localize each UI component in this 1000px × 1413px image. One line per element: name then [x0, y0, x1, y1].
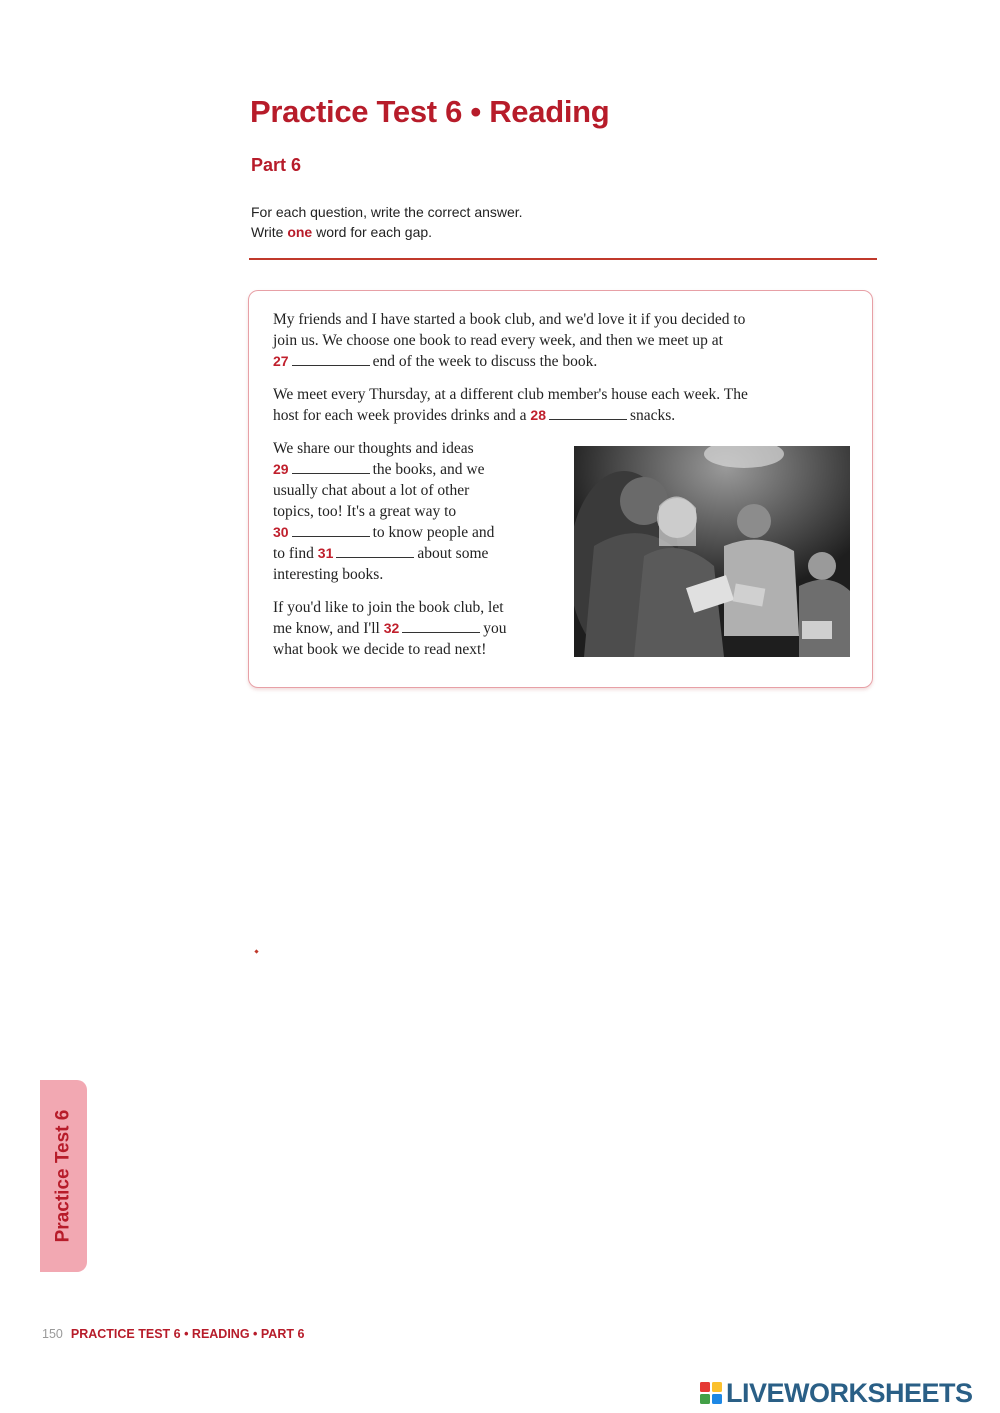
liveworksheets-icon	[700, 1382, 722, 1404]
gap-number: 32	[383, 620, 400, 636]
passage-line	[273, 459, 494, 480]
side-tab-text: Practice Test 6	[52, 1109, 74, 1243]
passage-text: end of the week to discuss the book.	[372, 353, 598, 370]
paragraph-2	[273, 384, 748, 426]
passage-line	[273, 618, 507, 639]
passage-text: me know, and I'll	[273, 620, 380, 637]
passage-line: topics, too! It's a great way to	[273, 503, 457, 520]
passage-line	[273, 351, 745, 372]
passage-line: what book we decide to read next!	[273, 641, 487, 658]
passage-text: you	[483, 620, 507, 637]
footer-title: PRACTICE TEST 6 • READING • PART 6	[70, 1327, 305, 1341]
passage-line	[273, 522, 494, 543]
gap-30-blank[interactable]	[292, 524, 370, 537]
passage-line	[273, 405, 748, 426]
gap-29-blank[interactable]	[292, 461, 370, 474]
passage-line: join us. We choose one book to read every week, and then we meet up at	[273, 332, 723, 349]
passage-line: We meet every Thursday, at a different club member's house each week. The	[273, 386, 748, 403]
page-footer	[42, 1327, 304, 1341]
gap-27-blank[interactable]	[292, 353, 370, 366]
passage-line: If you'd like to join the book club, let	[273, 599, 504, 616]
page-title: Practice Test 6 • Reading	[250, 94, 610, 129]
gap-31-blank[interactable]	[336, 545, 414, 558]
gap-number: 30	[273, 524, 289, 540]
instruction-highlight: one	[287, 224, 313, 240]
gap-number: 28	[530, 407, 546, 423]
gap-number: 31	[317, 545, 334, 561]
instruction-text: word for each gap.	[312, 224, 433, 240]
page-number: 150	[42, 1327, 63, 1341]
instruction-line-2	[251, 222, 523, 242]
passage-text: the books, and we	[372, 461, 485, 478]
passage-text: snacks.	[629, 407, 676, 424]
liveworksheets-logo	[700, 1376, 973, 1410]
divider	[249, 258, 877, 260]
instruction-line-1: For each question, write the correct answer.	[251, 204, 523, 220]
stray-mark	[254, 949, 258, 953]
instructions	[251, 202, 523, 242]
gap-28-blank[interactable]	[549, 407, 627, 420]
paragraph-4	[273, 597, 507, 660]
passage-line: My friends and I have started a book club, and we'd love it if you decided to	[273, 311, 746, 328]
passage-line: usually chat about a lot of other	[273, 482, 470, 499]
passage-text: host for each week provides drinks and a	[273, 407, 527, 424]
gap-number: 27	[273, 353, 289, 369]
paragraph-3	[273, 438, 494, 585]
passage-line: interesting books.	[273, 566, 384, 583]
book-club-photo-art	[574, 446, 850, 657]
part-heading: Part 6	[251, 155, 302, 175]
paragraph-1	[273, 309, 745, 372]
passage-line: We share our thoughts and ideas	[273, 440, 474, 457]
gap-32-blank[interactable]	[402, 620, 480, 633]
instruction-text: Write	[251, 224, 288, 240]
passage-line	[273, 543, 494, 564]
passage-text: about some	[417, 545, 489, 562]
book-club-photo	[574, 446, 850, 657]
gap-number: 29	[273, 461, 289, 477]
passage-text: to know people and	[372, 524, 495, 541]
side-tab-label	[40, 1080, 87, 1272]
brand-name: LIVEWORKSHEETS	[726, 1377, 973, 1408]
passage-text: to find	[273, 545, 314, 562]
